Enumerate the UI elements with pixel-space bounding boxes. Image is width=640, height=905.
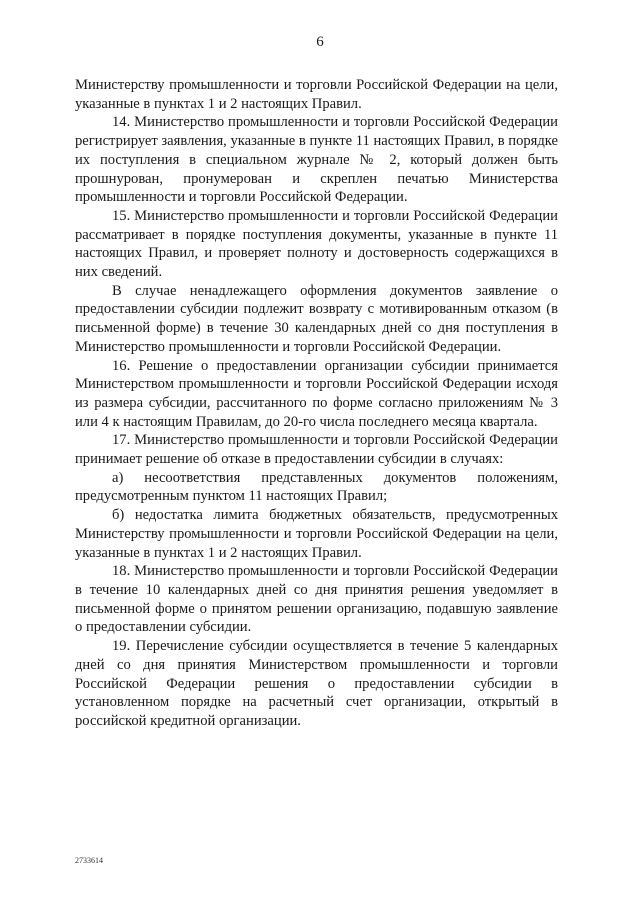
paragraph-item-15: 15. Министерство промышленности и торговли Российской Федерации рассматривает в порядке поступления документы, указанные в пункте 11 настоящих Правил, и проверяет полноту и достоверность содержащихся в них сведений.	[75, 207, 558, 281]
document-body	[75, 76, 558, 731]
paragraph-item-19: 19. Перечисление субсидии осуществляется в течение 5 календарных дней со дня принятия Министерством промышленности и торговли Российской Федерации решения о предоставлении субсидии в установленном порядке на расчетный счет организации, открытый в российской кредитной организации.	[75, 638, 558, 729]
page-number: 6	[316, 34, 324, 50]
paragraph-item-17: 17. Министерство промышленности и торговли Российской Федерации принимает решение об отказе в предоставлении субсидии в случаях:	[75, 432, 558, 468]
paragraph-return-clause: В случае ненадлежащего оформления документов заявление о предоставлении субсидии подлежит возврату с мотивированным отказом (в письменной форме) в течение 30 календарных дней со дня поступления в Министерство промышленности и торговли Российской Федерации.	[75, 282, 558, 355]
paragraph-item-18: 18. Министерство промышленности и торговли Российской Федерации в течение 10 календарных дней со дня принятия решения уведомляет в письменной форме о принятом решении организацию, подавшую заявление о предоставлении субсидии.	[75, 563, 558, 636]
paragraph-subitem-b: б) недостатка лимита бюджетных обязательств, предусмотренных Министерству промышленности и торговли Российской Федерации на цели, указанные в пунктах 1 и 2 настоящих Правил.	[75, 507, 558, 561]
paragraph-subitem-a: а) несоответствия представленных документов положениям, предусмотренным пунктом 11 настоящих Правил;	[75, 469, 558, 505]
paragraph-continuation: Министерству промышленности и торговли Российской Федерации на цели, указанные в пунктах 1 и 2 настоящих Правил.	[75, 77, 558, 112]
paragraph-item-14: 14. Министерство промышленности и торговли Российской Федерации регистрирует заявления, указанные в пункте 11 настоящих Правил, в порядке их поступления в специальном журнале № 2, который должен быть прошнурован, пронумерован и скреплен печатью Министерства промышленности и торговли Российской Федерации.	[75, 114, 559, 206]
document-code: 2733614	[75, 856, 103, 865]
paragraph-item-16: 16. Решение о предоставлении организации субсидии принимается Министерством промышленности и торговли Российской Федерации исходя из размера субсидии, рассчитанного по форме согласно приложениям № 3 или 4 к настоящим Правилам, до 20-го числа последнего месяца квартала.	[75, 357, 558, 430]
